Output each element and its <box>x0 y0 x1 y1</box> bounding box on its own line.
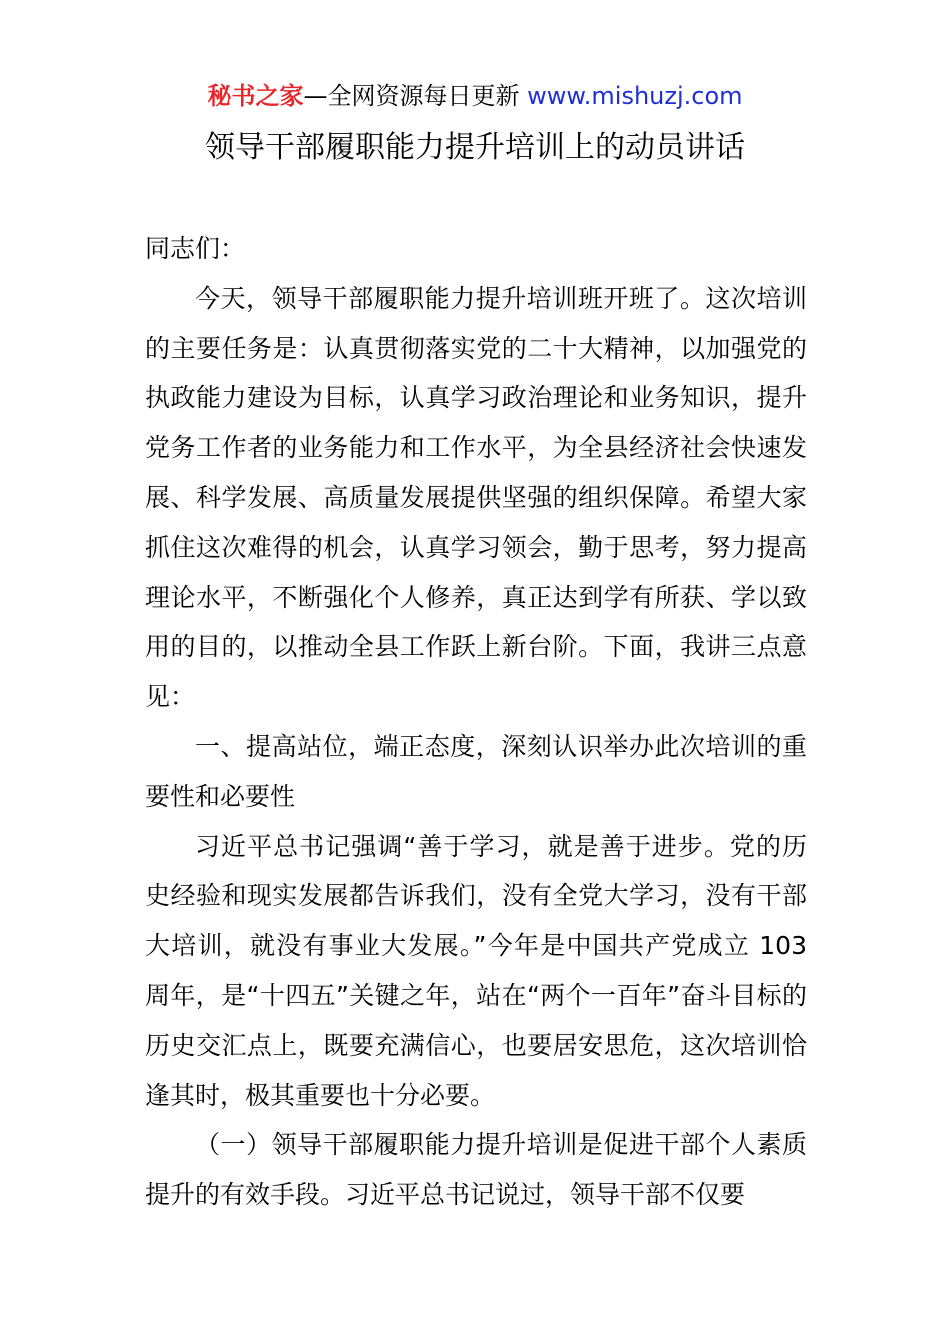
paragraph-quote: 习近平总书记强调“善于学习，就是善于进步。党的历史经验和现实发展都告诉我们，没有全党大学习，没有干部大培训，就没有事业大发展。”今年是中国共产党成立 103 周年，是“十四五”关键之年，站在“两个一百年”奋斗目标的历史交汇点上，既要充满信心，也要居安思危，这次培训恰逢其时，极其重要也十分必要。 <box>145 831 807 1110</box>
banner-slogan: —全网资源每日更新 <box>303 82 520 110</box>
salutation: 同志们： <box>145 234 246 263</box>
subsection-paragraph-1: （一）领导干部履职能力提升培训是促进干部个人素质提升的有效手段。习近平总书记说过，领导干部不仅要 <box>145 1130 807 1210</box>
site-url-link[interactable]: www.mishuzj.com <box>527 82 743 110</box>
document-title: 领导干部履职能力提升培训上的动员讲话 <box>205 130 745 165</box>
brand-name: 秘书之家 <box>207 82 304 110</box>
paragraph-intro: 今天，领导干部履职能力提升培训班开班了。这次培训的主要任务是：认真贯彻落实党的二十大精神，以加强党的执政能力建设为目标，认真学习政治理论和业务知识，提升党务工作者的业务能力和工作水平，为全县经济社会快速发展、科学发展、高质量发展提供坚强的组织保障。希望大家抓住这次难得的机会，认真学习领会，勤于思考，努力提高理论水平，不断强化个人修养，真正达到学有所获、学以致用的目的，以推动全县工作跃上新台阶。下面，我讲三点意见： <box>145 283 807 712</box>
site-banner <box>0 80 950 112</box>
section-heading-1: 一、提高站位，端正态度，深刻认识举办此次培训的重要性和必要性 <box>145 731 807 811</box>
document-body <box>145 224 807 1220</box>
